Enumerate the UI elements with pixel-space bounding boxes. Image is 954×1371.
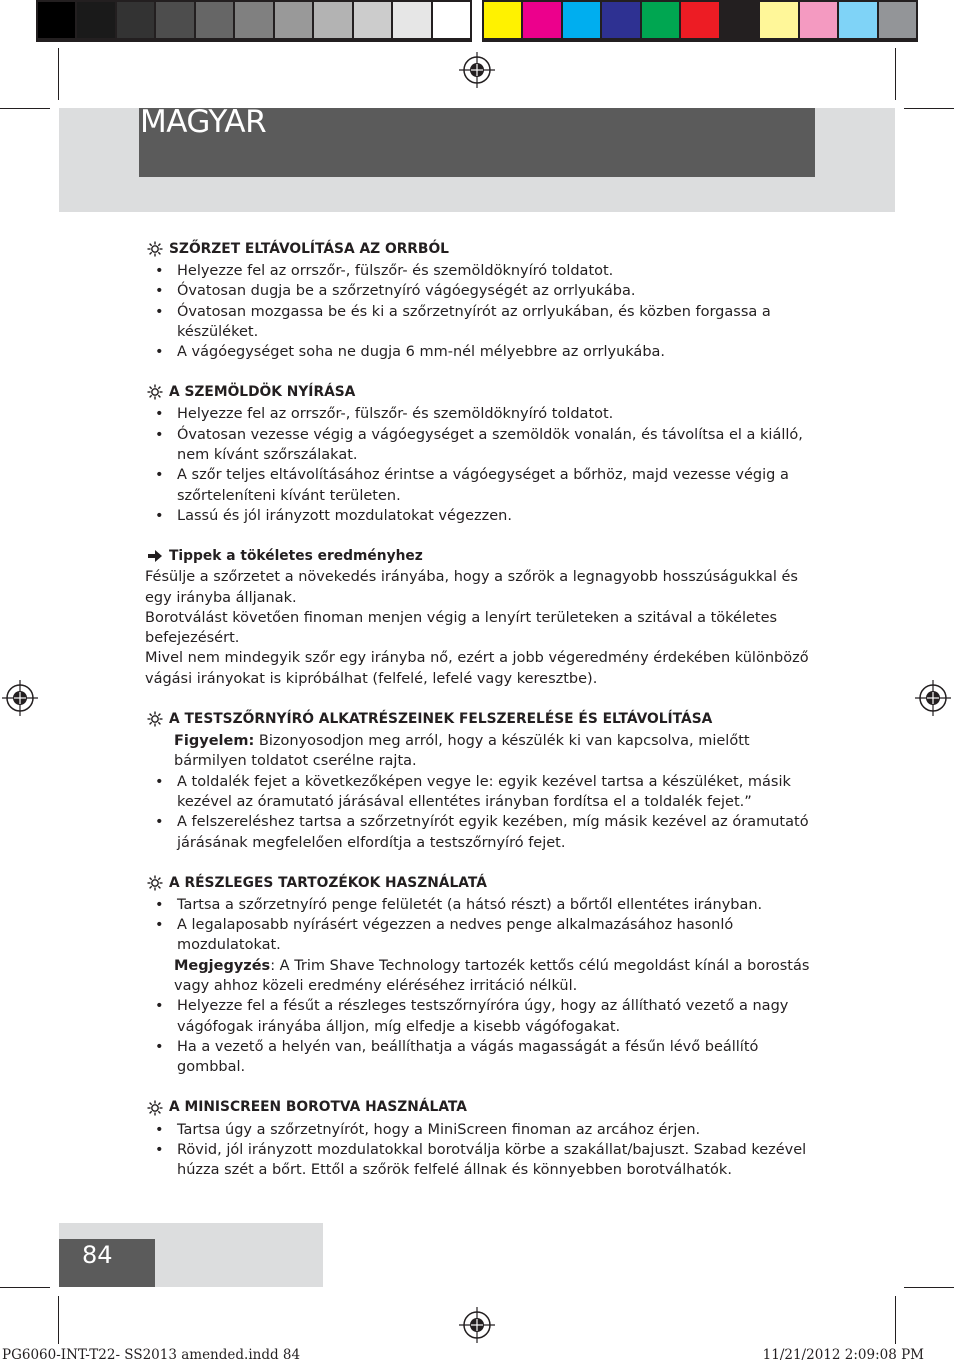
list-item: • Tartsa a szőrzetnyíró penge felületét (a hátsó részt) a bőrtől ellentétes irányban. [145, 895, 825, 915]
note-label: Figyelem: [174, 733, 255, 750]
list-item: • Ha a vezető a helyén van, beállíthatja a vágás magasságát a fésűn lévő beállító gombbal. [145, 1037, 825, 1078]
section-heading-text: A TESTSZŐRNYÍRÓ ALKATRÉSZEINEK FELSZERELÉSE ÉS ELTÁVOLÍTÁSA [169, 710, 713, 727]
color-swatch [800, 2, 837, 38]
section-heading-text: A MINISCREEN BOROTVA HASZNÁLATA [169, 1099, 467, 1116]
list-item: • Óvatosan mozgassa be és ki a szőrzetnyírót az orrlyukában, és közben forgassa a készüléket. [145, 302, 825, 343]
registration-mark-icon [2, 680, 38, 716]
bullet-list [145, 261, 825, 362]
tips-paragraph: Fésülje a szőrzetet a növekedés irányába, hogy a szőrök a legnagyobb hosszúságukkal és egy irányba álljanak. [145, 569, 798, 606]
list-item: • A szőr teljes eltávolításához érintse a vágóegységet a bőrhöz, majd vezesse végig a szőrteleníteni kívánt területen. [145, 465, 825, 506]
list-item: • Tartsa úgy a szőrzetnyírót, hogy a MiniScreen finoman az arcához érjen. [145, 1120, 825, 1140]
crop-mark [904, 108, 954, 109]
list-item: • Óvatosan dugja be a szőrzetnyíró vágóegységét az orrlyukába. [145, 281, 825, 301]
crop-mark [895, 1296, 896, 1344]
sun-icon [147, 384, 163, 400]
note-text: : A Trim Shave Technology tartozék kettős célú megoldást kínál a borostás vagy ahhoz közeli eredmény eléréséhez irritáció nélkül. [174, 957, 810, 995]
list-item: • Helyezze fel az orrszőr-, fülszőr- és szemöldöknyíró toldatot. [145, 404, 825, 424]
list-item: • A legalaposabb nyírásért végezzen a nedves penge alkalmazásához hasonló mozdulatokat. [145, 915, 825, 956]
section-heading-text: A SZEMÖLDÖK NYÍRÁSA [169, 384, 356, 401]
page-title: MAGYAR [140, 104, 267, 140]
tips-paragraph: Borotválást követően finoman menjen végig a lenyírt területeken a szitával a tökéletes befejezésért. [145, 609, 778, 647]
crop-mark [895, 48, 896, 100]
section-heading [145, 1097, 825, 1119]
section-heading-text: A RÉSZLEGES TARTOZÉKOK HASZNÁLATÁ [169, 874, 487, 891]
color-swatch [235, 2, 272, 38]
bullet-list [145, 404, 825, 526]
slug-file-info: PG6060-INT-T22- SS2013 amended.indd 84 [2, 1347, 301, 1363]
process-color-bar [482, 0, 918, 42]
list-item: • A felszereléshez tartsa a szőrzetnyírót egyik kezében, míg másik kezével az óramutató járásának megfelelően elfordítja a testszőrnyíró fejet. [145, 812, 825, 853]
color-swatch [642, 2, 679, 38]
list-item: • Óvatosan vezesse végig a vágóegységet a szemöldök vonalán, és távolítsa el a kiálló, nem kívánt szőrszálakat. [145, 425, 825, 466]
crop-mark [58, 1296, 59, 1344]
color-swatch [563, 2, 600, 38]
bullet-list [145, 731, 825, 853]
list-item: • Lassú és jól irányzott mozdulatokat végezzen. [145, 506, 825, 526]
color-swatch [681, 2, 718, 38]
color-swatch [602, 2, 639, 38]
color-swatch [77, 2, 114, 38]
list-item: • A toldalék fejet a következőképen vegye le: egyik kezével tartsa a készüléket, másik kezével az óramutató járásával ellentétes irányban fordítsa el a toldalék fejet.” [145, 772, 825, 813]
color-swatch [839, 2, 876, 38]
tips-paragraph: Mivel nem mindegyik szőr egy irányba nő, ezért a jobb végeredmény érdekében különböző vágási irányokat is kipróbálhat (felfelé, lefelé vagy keresztbe). [145, 650, 809, 687]
section-heading-text: SZŐRZET ELTÁVOLÍTÁSA AZ ORRBÓL [169, 240, 449, 257]
content-body [145, 238, 825, 1180]
sun-icon [147, 875, 163, 891]
color-swatch [484, 2, 521, 38]
sun-icon [147, 241, 163, 257]
page-number: 84 [82, 1241, 113, 1269]
tips-heading-text: Tippek a tökéletes eredményhez [169, 548, 423, 565]
color-swatch [433, 2, 470, 38]
bullet-list [145, 1120, 825, 1181]
tips-heading [145, 545, 825, 567]
color-swatch [393, 2, 430, 38]
list-item: • A vágóegységet soha ne dugja 6 mm-nél mélyebbre az orrlyukába. [145, 342, 825, 362]
section-heading [145, 238, 825, 260]
section-heading [145, 381, 825, 403]
color-swatch [314, 2, 351, 38]
list-item: • Helyezze fel az orrszőr-, fülszőr- és szemöldöknyíró toldatot. [145, 261, 825, 281]
color-swatch [760, 2, 797, 38]
note-text: Bizonyosodjon meg arról, hogy a készülék ki van kapcsolva, mielőtt bármilyen toldatot cserélne rajta. [174, 733, 750, 770]
note-label: Megjegyzés [174, 957, 271, 974]
color-swatch [275, 2, 312, 38]
registration-mark-icon [915, 680, 951, 716]
sun-icon [147, 1100, 163, 1116]
slug-timestamp: 11/21/2012 2:09:08 PM [762, 1347, 924, 1363]
crop-mark [58, 48, 59, 100]
color-swatch [38, 2, 75, 38]
note-item [145, 956, 825, 997]
registration-mark-icon [459, 52, 495, 88]
color-swatch [196, 2, 233, 38]
crop-mark [0, 1287, 50, 1288]
section-heading [145, 708, 825, 730]
arrow-right-icon [147, 548, 163, 564]
note-item [145, 731, 825, 772]
grayscale-color-bar [36, 0, 472, 42]
color-swatch [523, 2, 560, 38]
color-swatch [721, 2, 758, 38]
color-swatch [354, 2, 391, 38]
sun-icon [147, 711, 163, 727]
color-swatch [117, 2, 154, 38]
section-heading [145, 872, 825, 894]
crop-mark [904, 1287, 954, 1288]
list-item: • Rövid, jól irányzott mozdulatokkal borotválja körbe a szakállat/bajuszt. Szabad kezével húzza szét a bőrt. Ettől a szőrök felfelé állnak és könnyebben borotválhatók. [145, 1140, 825, 1181]
list-item: • Helyezze fel a fésűt a részleges testszőrnyíróra úgy, hogy az állítható vezető a nagy vágófogak irányába álljon, míg elfedje a kisebb vágófogakat. [145, 996, 825, 1037]
color-swatch [879, 2, 916, 38]
crop-mark [0, 108, 50, 109]
color-swatch [156, 2, 193, 38]
registration-mark-icon [459, 1307, 495, 1343]
bullet-list [145, 895, 825, 1078]
